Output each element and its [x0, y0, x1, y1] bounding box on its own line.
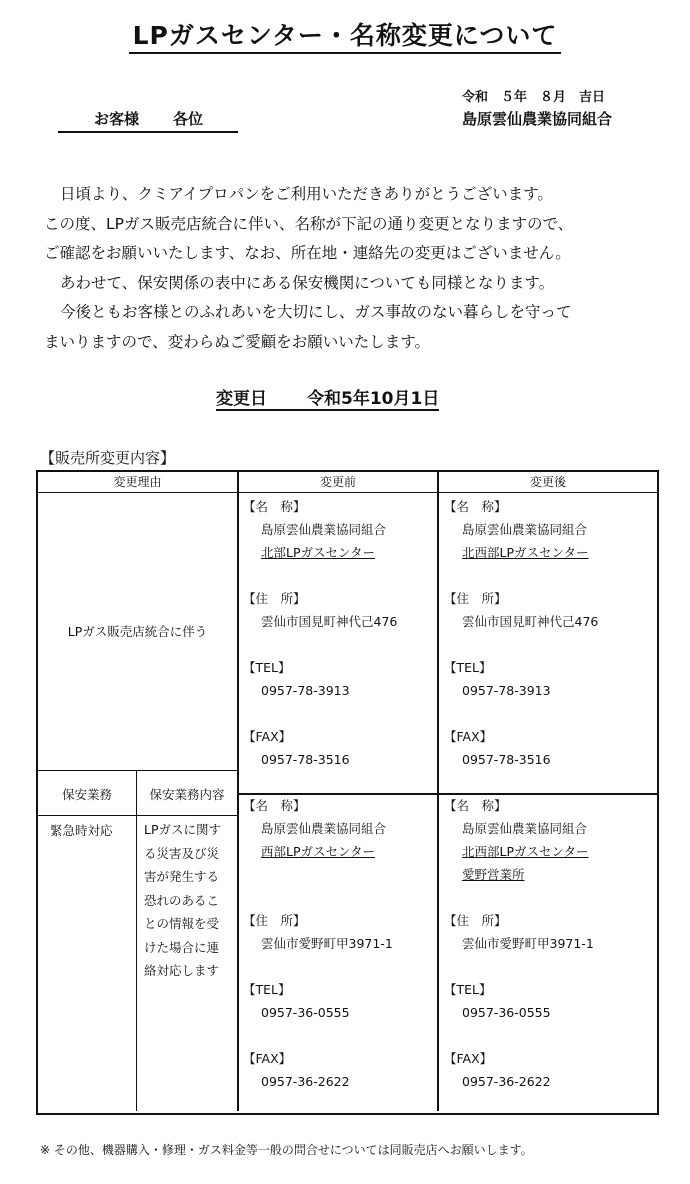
notice-date: 令和 ５年 ８月 吉日	[462, 90, 606, 105]
name-label: 【名 称】	[243, 499, 306, 514]
tel-label: 【TEL】	[243, 660, 291, 675]
notice-body	[44, 180, 664, 357]
header-after: 変更後	[529, 475, 566, 489]
address-value: 雲仙市愛野町甲3971-1	[261, 936, 393, 951]
tel-value: 0957-36-0555	[261, 1005, 350, 1020]
table-rule	[38, 770, 237, 771]
org-name: 島原雲仙農業協同組合	[462, 522, 588, 537]
fax-value: 0957-78-3516	[462, 752, 551, 767]
center-name: 北部LPガスセンター	[261, 545, 376, 560]
org-name: 島原雲仙農業協同組合	[261, 522, 387, 537]
fax-label: 【FAX】	[243, 1051, 292, 1066]
body-line: まいりますので、変わらぬご愛顧をお願いいたします。	[44, 332, 430, 351]
addressee	[58, 108, 238, 133]
emergency-desc-line: LPガスに関す	[144, 822, 222, 837]
security-duty-header: 保安業務	[61, 787, 112, 802]
emergency-desc-line: けた場合に連	[144, 939, 220, 955]
address-label: 【住 所】	[444, 591, 507, 606]
address-label: 【住 所】	[243, 591, 306, 606]
tel-label: 【TEL】	[444, 660, 492, 675]
center-name: 北西部LPガスセンター	[462, 844, 589, 859]
emergency-desc-line: 恐れのあるこ	[144, 892, 220, 908]
sales-before-cell	[243, 495, 433, 771]
tel-value: 0957-78-3913	[462, 683, 551, 698]
tel-label: 【TEL】	[444, 982, 492, 997]
change-date	[216, 384, 439, 411]
tel-value: 0957-36-0555	[462, 1005, 551, 1020]
sales-after-cell	[444, 495, 654, 771]
header-before: 変更前	[319, 475, 356, 489]
center-name: 西部LPガスセンター	[261, 844, 376, 859]
name-label: 【名 称】	[243, 798, 306, 813]
tel-label: 【TEL】	[243, 982, 291, 997]
body-line: 今後ともお客様とのふれあいを大切にし、ガス事故のない暮らしを守って	[60, 303, 572, 321]
address-label: 【住 所】	[444, 913, 507, 928]
table-rule	[437, 472, 439, 1111]
security-before-cell	[243, 794, 433, 1093]
address-label: 【住 所】	[243, 913, 306, 928]
emergency-description	[144, 818, 236, 983]
table-rule	[237, 472, 239, 1111]
tel-value: 0957-78-3913	[261, 683, 350, 698]
addressee-name: お客様	[94, 110, 140, 128]
org-name: 島原雲仙農業協同組合	[462, 821, 588, 836]
security-content-header: 保安業務内容	[149, 787, 225, 802]
security-after-cell	[444, 794, 654, 1093]
body-line: ご確認をお願いいたします、なお、所在地・連絡先の変更はございません。	[44, 244, 571, 262]
table-rule	[136, 770, 137, 1111]
page-title: LPガスセンター・名称変更について	[0, 16, 690, 52]
addressee-suffix: 各位	[173, 110, 204, 128]
body-line: 日頃より、クミアイプロパンをご利用いただきありがとうございます。	[60, 185, 553, 203]
header-reason: 変更理由	[113, 475, 162, 489]
org-name: 島原雲仙農業協同組合	[261, 821, 387, 836]
fax-label: 【FAX】	[243, 729, 292, 744]
emergency-desc-line: 害が発生する	[144, 869, 220, 884]
change-date-value: 令和5年10月1日	[307, 389, 440, 409]
table-rule	[38, 815, 237, 816]
fax-value: 0957-36-2622	[462, 1074, 551, 1089]
fax-value: 0957-36-2622	[261, 1074, 350, 1089]
change-table	[36, 470, 659, 1115]
body-line: この度、LPガス販売店統合に伴い、名称が下記の通り変更となりますので、	[44, 214, 574, 233]
address-value: 雲仙市国見町神代己476	[462, 614, 599, 629]
issuer-organization: 島原雲仙農業協同組合	[462, 110, 613, 128]
emergency-desc-line: 絡対応します	[144, 963, 220, 978]
body-line: あわせて、保安関係の表中にある保安機関についても同様となります。	[60, 273, 555, 292]
emergency-desc-line: る災害及び災	[144, 845, 220, 861]
footnote: ※ その他、機器購入・修理・ガス料金等一般の問合せについては同販売店へお願いします。	[40, 1143, 533, 1157]
emergency-label: 緊急時対応	[50, 823, 113, 838]
change-reason: LPガス販売店統合に伴う	[67, 624, 208, 639]
fax-label: 【FAX】	[444, 729, 493, 744]
name-label: 【名 称】	[444, 499, 507, 514]
table-rule	[38, 492, 657, 493]
branch-name: 愛野営業所	[462, 867, 525, 882]
change-date-label: 変更日	[216, 389, 267, 409]
section-title: 【販売所変更内容】	[40, 449, 176, 467]
name-label: 【名 称】	[444, 798, 507, 813]
fax-label: 【FAX】	[444, 1051, 493, 1066]
address-value: 雲仙市国見町神代己476	[261, 614, 398, 629]
center-name: 北西部LPガスセンター	[462, 545, 589, 560]
emergency-desc-line: との情報を受	[144, 916, 220, 931]
fax-value: 0957-78-3516	[261, 752, 350, 767]
address-value: 雲仙市愛野町甲3971-1	[462, 936, 594, 951]
